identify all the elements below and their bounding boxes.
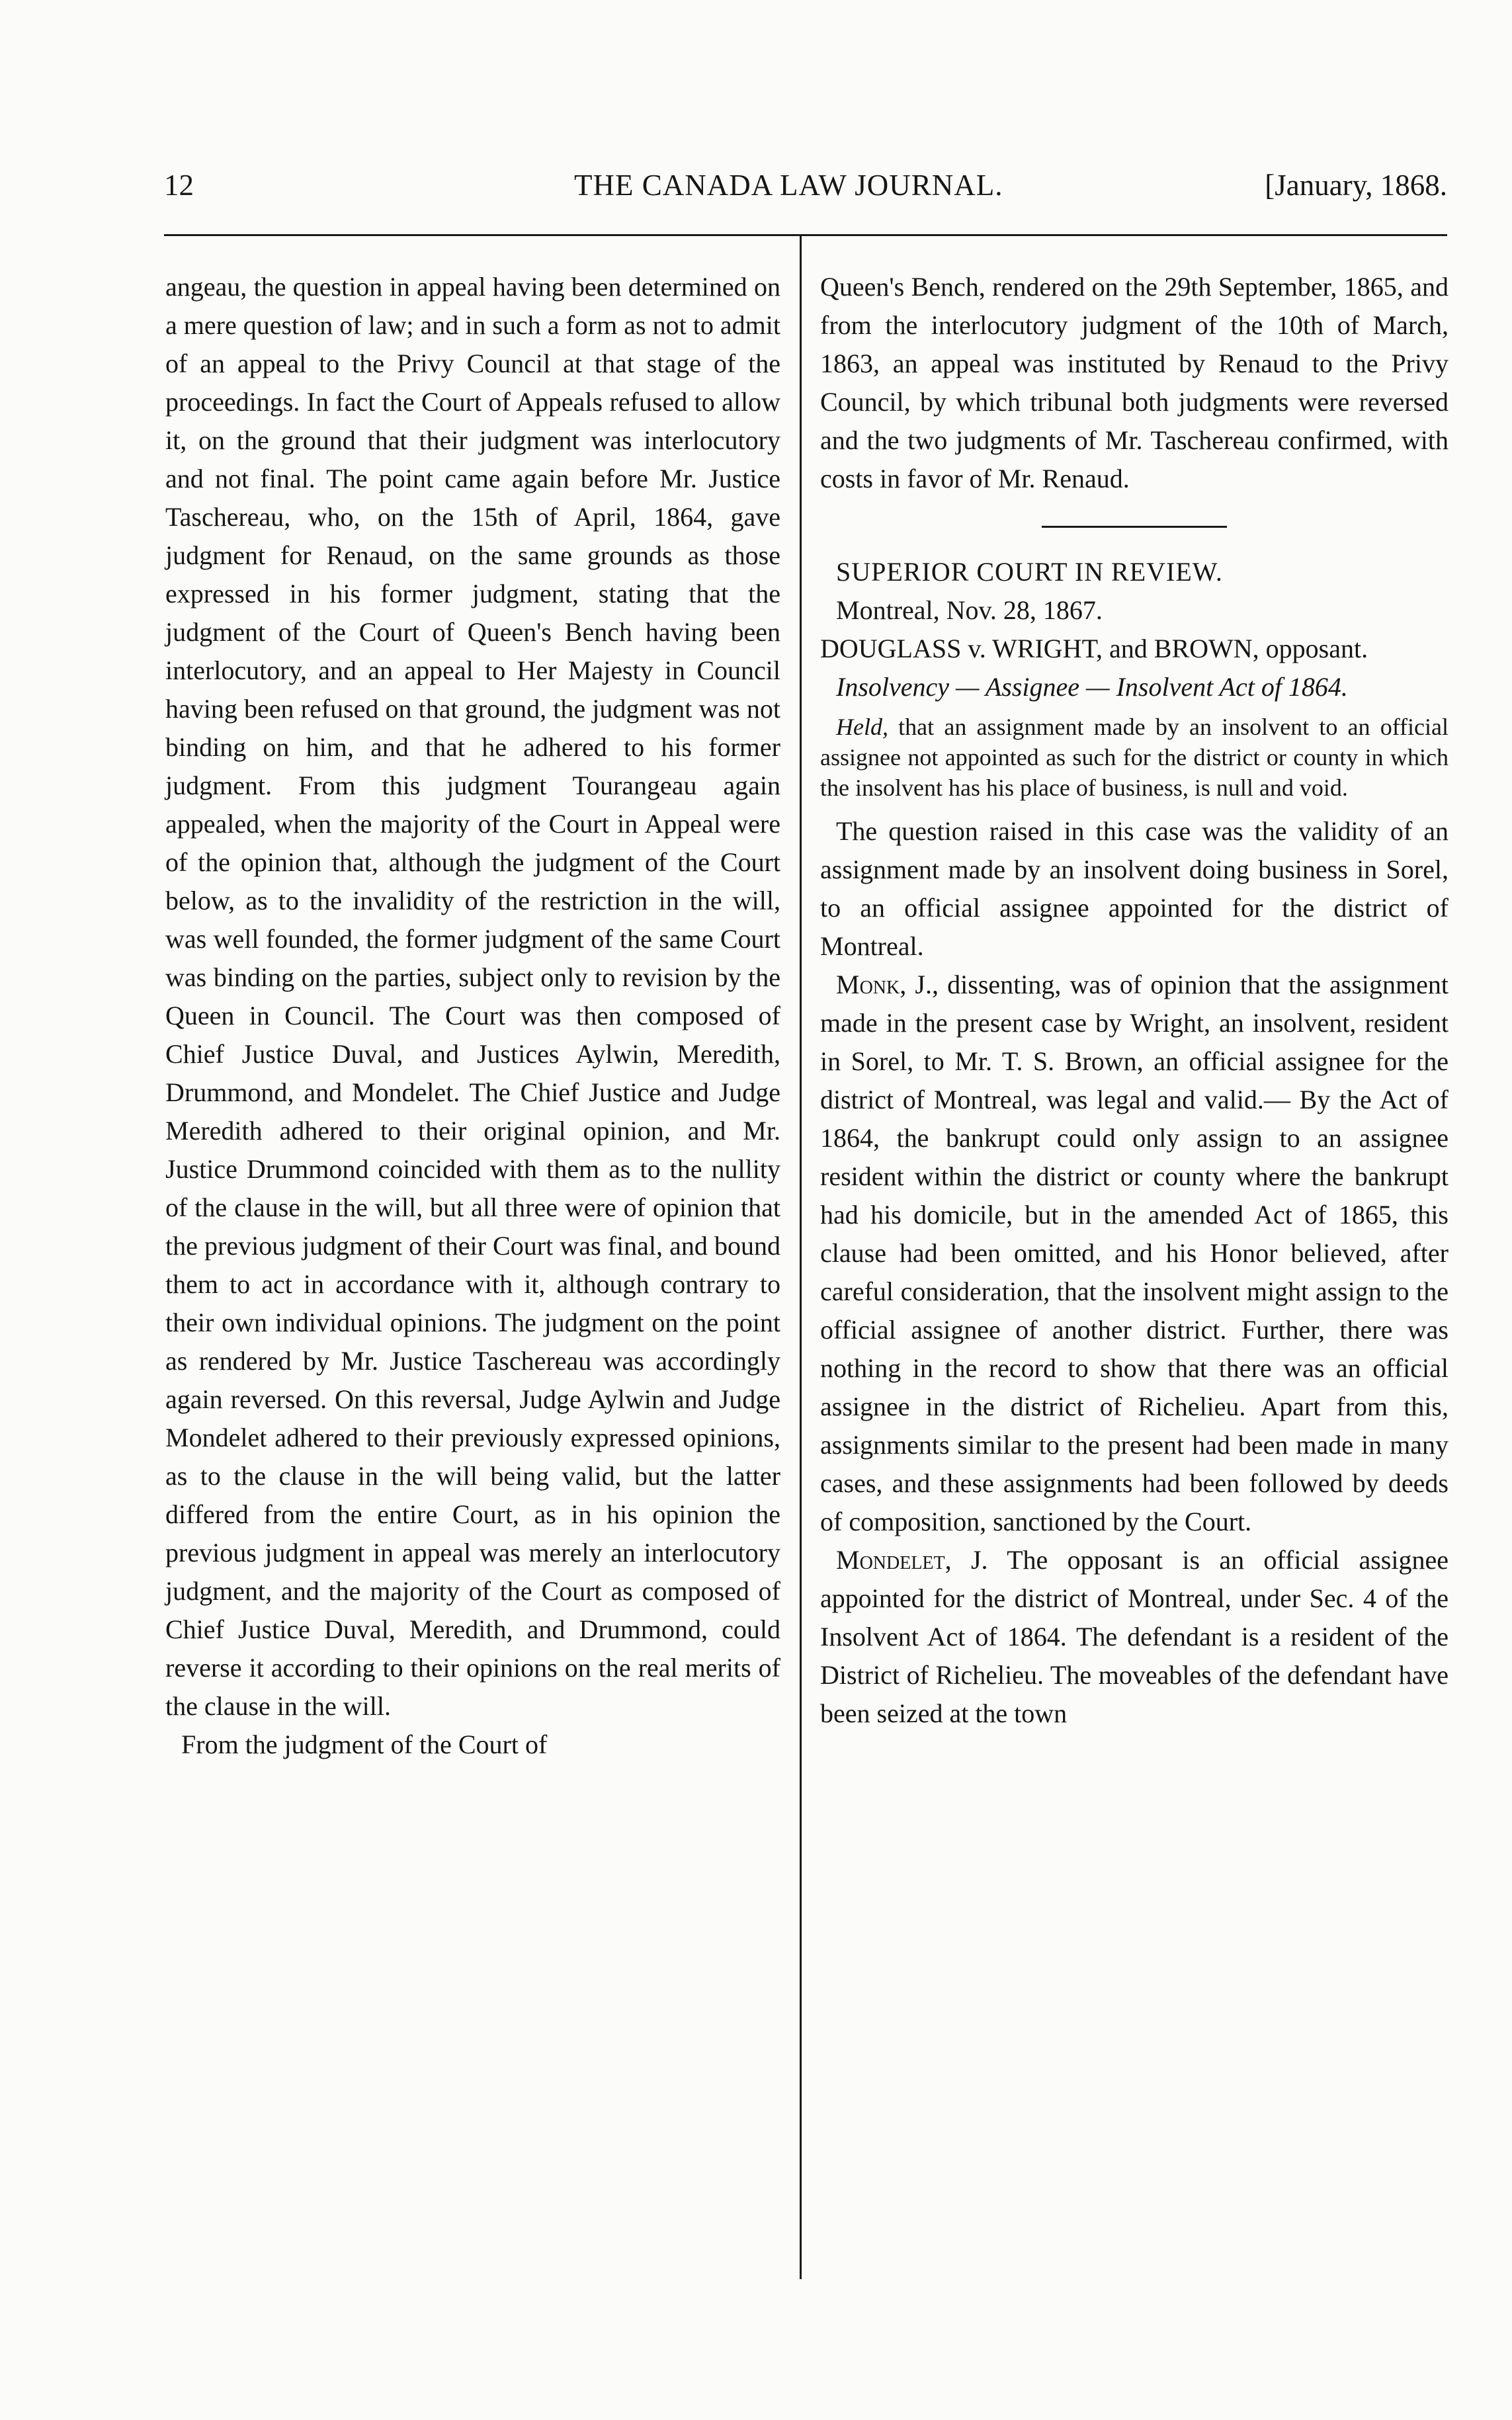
left-column <box>165 268 780 1764</box>
section-title: SUPERIOR COURT IN REVIEW. <box>836 557 1223 587</box>
held-word: Held, <box>836 714 888 740</box>
mondelet-opinion <box>820 1541 1449 1733</box>
headnote <box>820 712 1449 803</box>
held-text: that an assignment made by an insolvent to an official assignee not appointed as such for the district or county in which the insolvent has his place of business, is null and void. <box>820 714 1449 801</box>
header-rule <box>164 234 1447 236</box>
location-date: Montreal, Nov. 28, 1867. <box>836 595 1103 625</box>
mondelet-opinion-text: The opposant is an official assignee appointed for the district of Montreal, under Sec. 4 of the Insolvent Act of 1864. The defendant is a resident of the District of Richelieu. The moveables of the defendant have been seized at the town <box>820 1545 1449 1728</box>
monk-opinion <box>820 966 1449 1541</box>
column-divider <box>800 235 802 2279</box>
question-paragraph: The question raised in this case was the validity of an assignment made by an insolvent doing business in Sorel, to an official assignee appointed for the district of Montreal. <box>820 816 1449 961</box>
page-number: 12 <box>164 169 194 202</box>
left-paragraph-1: angeau, the question in appeal having been determined on a mere question of law; and in such a form as not to admit of an appeal to the Privy Council at that stage of the proceedings. In fact the Court of Appeals refused to allow it, on the ground that their judgment was interlocutory and not final. The point came again before Mr. Justice Taschereau, who, on the 15th of April, 1864, gave judgment for Renaud, on the same grounds as those expressed in his former judgment, stating that the judgment of the Court of Queen's Bench having been interlocutory, and an appeal to Her Majesty in Council having been refused on that ground, the judgment was not binding on him, and that he adhered to his former judgment. From this judgment Tourangeau again appealed, when the majority of the Court in Appeal were of the opinion that, although the judgment of the Court below, as to the invalidity of the restriction in the will, was well founded, the former judgment of the same Court was binding on the parties, subject only to revision by the Queen in Council. The Court was then composed of Chief Justice Duval, and Justices Aylwin, Meredith, Drummond, and Mondelet. The Chief Justice and Judge Meredith adhered to their original opinion, and Mr. Justice Drummond coincided with them as to the nullity of the clause in the will, but all three were of opinion that the previous judgment of their Court was final, and bound them to act in accordance with it, although contrary to their own individual opinions. The judgment on the point as rendered by Mr. Justice Taschereau was accordingly again reversed. On this reversal, Judge Aylwin and Judge Mondelet adhered to their previously expressed opinions, as to the clause in the will being valid, but the latter differed from the entire Court, as in his opinion the previous judgment in appeal was merely an interlocutory judgment, and the majority of the Court as composed of Chief Justice Duval, Meredith, and Drummond, could reverse it according to their opinions on the real merits of the clause in the will. <box>165 272 780 1721</box>
case-subject: Insolvency — Assignee — Insolvent Act of 1864. <box>836 672 1348 702</box>
mondelet-judge-name: Mondelet, J. <box>836 1545 988 1575</box>
case-title: DOUGLASS v. WRIGHT, and BROWN, opposant. <box>820 634 1368 663</box>
journal-title: THE CANADA LAW JOURNAL. <box>574 169 1003 202</box>
right-column <box>820 268 1449 1733</box>
left-paragraph-2: From the judgment of the Court of <box>181 1730 548 1759</box>
monk-opinion-text: dissenting, was of opinion that the assignment made in the present case by Wright, an insolvent, resident in Sorel, to Mr. T. S. Brown, an official assignee for the district of Montreal, was legal and valid.— By the Act of 1864, the bankrupt could only assign to an assignee resident within the district or county where the bankrupt had his domicile, but in the amended Act of 1865, this clause had been omitted, and his Honor believed, after careful consideration, that the insolvent might assign to the official assignee of another district. Further, there was nothing in the record to show that there was an official assignee in the district of Richelieu. Apart from this, assignments similar to the present had been made in many cases, and these assignments had been followed by deeds of composition, sanctioned by the Court. <box>820 970 1449 1536</box>
monk-judge-name: Monk, J., <box>836 970 939 999</box>
section-rule <box>1042 526 1227 528</box>
page-header <box>164 165 1447 205</box>
issue-date: [January, 1868. <box>1265 169 1447 202</box>
continuation-paragraph: Queen's Bench, rendered on the 29th September, 1865, and from the interlocutory judgment of the 10th of March, 1863, an appeal was instituted by Renaud to the Privy Council, by which tribunal both judgments were reversed and the two judgments of Mr. Taschereau confirmed, with costs in favor of Mr. Renaud. <box>820 272 1449 493</box>
